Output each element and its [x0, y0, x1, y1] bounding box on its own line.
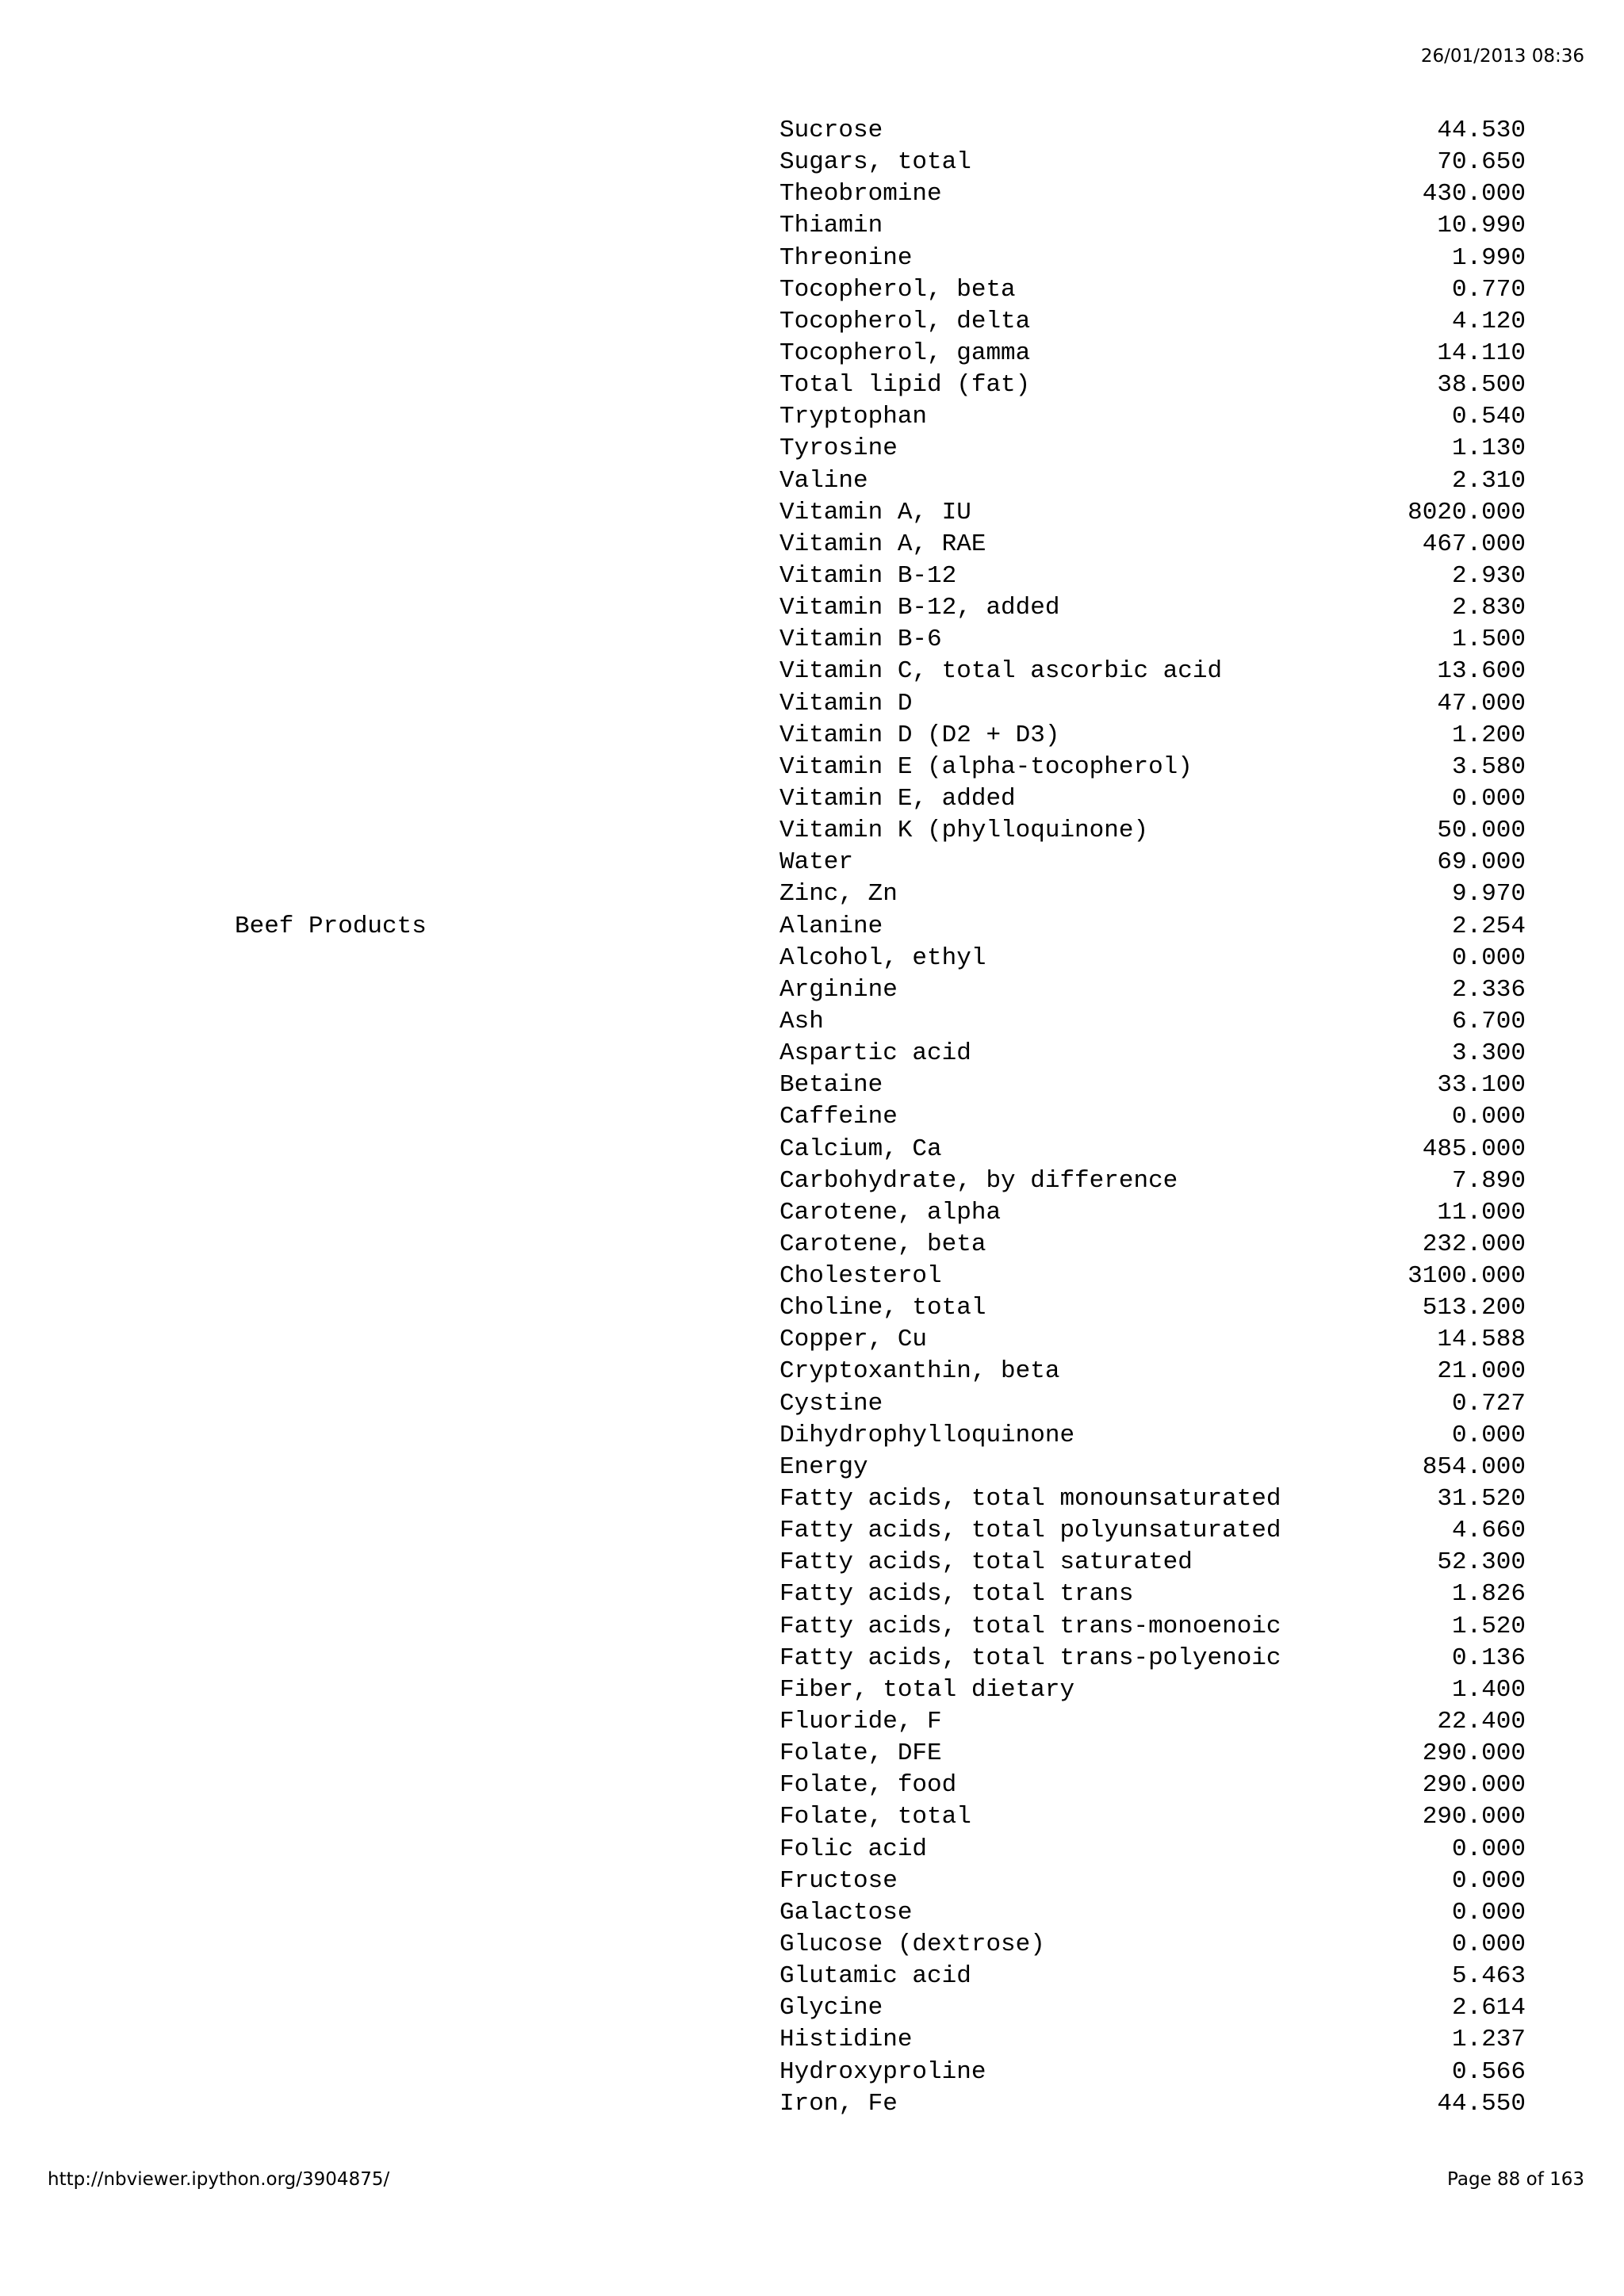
nutrient-cell: Galactose: [779, 1898, 913, 1927]
nutrient-table: [0, 115, 1624, 2120]
value-cell: 2.254: [1451, 912, 1526, 940]
value-cell: 8020.000: [1408, 498, 1526, 526]
nutrient-cell: Thiamin: [779, 212, 883, 240]
nutrient-cell: Tryptophan: [779, 403, 928, 431]
table-row: [0, 911, 1624, 943]
table-row: [0, 720, 1624, 752]
value-cell: 1.500: [1451, 626, 1526, 654]
nutrient-cell: Fluoride, F: [779, 1708, 942, 1736]
value-cell: 21.000: [1437, 1357, 1526, 1386]
value-cell: 2.930: [1451, 561, 1526, 590]
nutrient-cell: Calcium, Ca: [779, 1135, 942, 1163]
table-row: [0, 1643, 1624, 1674]
table-row: [0, 178, 1624, 210]
value-cell: 0.000: [1451, 1103, 1526, 1131]
value-cell: 1.130: [1451, 434, 1526, 463]
value-cell: 50.000: [1437, 817, 1526, 845]
table-row: [0, 688, 1624, 720]
nutrient-cell: Histidine: [779, 2026, 913, 2054]
value-cell: 2.614: [1451, 1994, 1526, 2022]
table-row: [0, 2024, 1624, 2056]
nutrient-cell: Sugars, total: [779, 148, 971, 177]
value-cell: 1.200: [1451, 721, 1526, 749]
table-row: [0, 943, 1624, 974]
nutrient-cell: Folic acid: [779, 1835, 928, 1863]
category-cell: Beef Products: [235, 912, 427, 940]
table-row: [0, 243, 1624, 274]
value-cell: 232.000: [1422, 1230, 1526, 1258]
value-cell: 467.000: [1422, 530, 1526, 558]
table-row: [0, 847, 1624, 878]
value-cell: 4.660: [1451, 1517, 1526, 1545]
value-cell: 6.700: [1451, 1007, 1526, 1035]
nutrient-cell: Cystine: [779, 1389, 883, 1418]
table-row: [0, 1706, 1624, 1738]
value-cell: 33.100: [1437, 1071, 1526, 1100]
table-row: [0, 624, 1624, 656]
table-row: [0, 1929, 1624, 1961]
nutrient-cell: Folate, total: [779, 1803, 971, 1831]
table-row: [0, 1292, 1624, 1324]
nutrient-cell: Vitamin B-12, added: [779, 594, 1060, 622]
table-row: [0, 115, 1624, 147]
nutrient-cell: Vitamin A, RAE: [779, 530, 986, 558]
nutrient-cell: Water: [779, 848, 854, 877]
nutrient-cell: Folate, food: [779, 1771, 957, 1800]
nutrient-cell: Caffeine: [779, 1103, 898, 1131]
table-row: [0, 465, 1624, 497]
value-cell: 0.566: [1451, 2057, 1526, 2086]
value-cell: 290.000: [1422, 1803, 1526, 1831]
footer-url: http://nbviewer.ipython.org/3904875/: [48, 2169, 390, 2190]
value-cell: 290.000: [1422, 1771, 1526, 1800]
table-row: [0, 1006, 1624, 1038]
nutrient-cell: Energy: [779, 1452, 868, 1481]
table-row: [0, 1770, 1624, 1801]
table-row: [0, 974, 1624, 1006]
nutrient-cell: Carotene, beta: [779, 1230, 986, 1258]
table-row: [0, 1420, 1624, 1452]
table-row: [0, 147, 1624, 178]
value-cell: 854.000: [1422, 1452, 1526, 1481]
table-row: [0, 1611, 1624, 1643]
nutrient-cell: Tyrosine: [779, 434, 898, 463]
nutrient-cell: Cholesterol: [779, 1262, 942, 1291]
table-row: [0, 497, 1624, 529]
value-cell: 31.520: [1437, 1485, 1526, 1513]
nutrient-cell: Sucrose: [779, 117, 883, 144]
nutrient-cell: Tocopherol, beta: [779, 275, 1016, 304]
nutrient-cell: Fatty acids, total monounsaturated: [779, 1485, 1281, 1513]
table-row: [0, 878, 1624, 910]
nutrient-cell: Hydroxyproline: [779, 2057, 986, 2086]
table-row: [0, 1356, 1624, 1387]
table-row: [0, 1229, 1624, 1261]
value-cell: 1.400: [1451, 1675, 1526, 1704]
table-row: [0, 2088, 1624, 2120]
table-row: [0, 1515, 1624, 1547]
table-row: [0, 1388, 1624, 1420]
value-cell: 4.120: [1451, 307, 1526, 335]
table-row: [0, 752, 1624, 783]
nutrient-cell: Vitamin C, total ascorbic acid: [779, 657, 1223, 686]
table-row: [0, 1578, 1624, 1610]
value-cell: 1.826: [1451, 1580, 1526, 1609]
nutrient-cell: Vitamin D: [779, 689, 913, 718]
value-cell: 69.000: [1437, 848, 1526, 877]
nutrient-cell: Theobromine: [779, 180, 942, 209]
value-cell: 10.990: [1437, 212, 1526, 240]
table-row: [0, 1483, 1624, 1515]
table-row: [0, 2057, 1624, 2088]
table-row: [0, 1134, 1624, 1165]
nutrient-cell: Valine: [779, 466, 868, 495]
nutrient-cell: Vitamin E (alpha-tocopherol): [779, 752, 1193, 781]
table-row: [0, 274, 1624, 306]
value-cell: 3100.000: [1408, 1262, 1526, 1291]
table-row: [0, 1897, 1624, 1929]
nutrient-cell: Alanine: [779, 912, 883, 940]
value-cell: 9.970: [1451, 880, 1526, 909]
table-row: [0, 1992, 1624, 2024]
value-cell: 1.237: [1451, 2026, 1526, 2054]
nutrient-cell: Betaine: [779, 1071, 883, 1100]
table-row: [0, 1070, 1624, 1101]
table-row: [0, 369, 1624, 401]
nutrient-cell: Tocopherol, gamma: [779, 339, 1031, 367]
nutrient-cell: Dihydrophylloquinone: [779, 1421, 1075, 1449]
nutrient-cell: Vitamin E, added: [779, 784, 1016, 813]
print-timestamp: 26/01/2013 08:36: [1420, 46, 1584, 67]
nutrient-cell: Fatty acids, total polyunsaturated: [779, 1517, 1281, 1545]
value-cell: 11.000: [1437, 1198, 1526, 1226]
value-cell: 22.400: [1437, 1708, 1526, 1736]
table-row: [0, 1101, 1624, 1133]
value-cell: 47.000: [1437, 689, 1526, 718]
nutrient-cell: Total lipid (fat): [779, 371, 1031, 400]
value-cell: 290.000: [1422, 1739, 1526, 1768]
nutrient-cell: Fatty acids, total trans-monoenoic: [779, 1612, 1281, 1640]
nutrient-cell: Arginine: [779, 975, 898, 1004]
nutrient-cell: Threonine: [779, 243, 913, 272]
table-row: [0, 783, 1624, 815]
value-cell: 0.000: [1451, 1421, 1526, 1449]
value-cell: 52.300: [1437, 1548, 1526, 1577]
table-row: [0, 1452, 1624, 1483]
nutrient-cell: Vitamin K (phylloquinone): [779, 817, 1149, 845]
nutrient-cell: Fiber, total dietary: [779, 1675, 1075, 1704]
footer-page-number: Page 88 of 163: [1447, 2169, 1584, 2190]
value-cell: 513.200: [1422, 1294, 1526, 1322]
value-cell: 38.500: [1437, 371, 1526, 400]
value-cell: 0.000: [1451, 784, 1526, 813]
value-cell: 0.000: [1451, 1931, 1526, 1959]
table-row: [0, 338, 1624, 369]
value-cell: 0.000: [1451, 1835, 1526, 1863]
table-row: [0, 433, 1624, 465]
table-row: [0, 529, 1624, 561]
value-cell: 2.830: [1451, 594, 1526, 622]
value-cell: 0.770: [1451, 275, 1526, 304]
value-cell: 7.890: [1451, 1166, 1526, 1195]
value-cell: 0.136: [1451, 1644, 1526, 1672]
value-cell: 14.588: [1437, 1326, 1526, 1354]
nutrient-cell: Choline, total: [779, 1294, 986, 1322]
value-cell: 44.550: [1437, 2089, 1526, 2118]
nutrient-cell: Tocopherol, delta: [779, 307, 1031, 335]
value-cell: 0.727: [1451, 1389, 1526, 1418]
table-row: [0, 1738, 1624, 1770]
value-cell: 485.000: [1422, 1135, 1526, 1163]
value-cell: 44.530: [1437, 117, 1526, 144]
value-cell: 13.600: [1437, 657, 1526, 686]
value-cell: 14.110: [1437, 339, 1526, 367]
nutrient-cell: Vitamin B-6: [779, 626, 942, 654]
table-row: [0, 656, 1624, 687]
value-cell: 2.336: [1451, 975, 1526, 1004]
table-row: [0, 1324, 1624, 1356]
table-row: [0, 815, 1624, 847]
value-cell: 70.650: [1437, 148, 1526, 177]
value-cell: 1.990: [1451, 243, 1526, 272]
nutrient-cell: Carotene, alpha: [779, 1198, 1002, 1226]
nutrient-cell: Vitamin D (D2 + D3): [779, 721, 1060, 749]
value-cell: 430.000: [1422, 180, 1526, 209]
nutrient-cell: Cryptoxanthin, beta: [779, 1357, 1060, 1386]
table-row: [0, 1674, 1624, 1706]
table-row: [0, 1866, 1624, 1897]
table-row: [0, 1801, 1624, 1833]
table-row: [0, 1165, 1624, 1197]
nutrient-cell: Alcohol, ethyl: [779, 943, 986, 972]
value-cell: 0.000: [1451, 943, 1526, 972]
table-row: [0, 306, 1624, 338]
value-cell: 3.580: [1451, 752, 1526, 781]
table-row: [0, 210, 1624, 242]
table-row: [0, 1261, 1624, 1292]
value-cell: 0.540: [1451, 403, 1526, 431]
nutrient-cell: Fatty acids, total saturated: [779, 1548, 1193, 1577]
nutrient-cell: Vitamin B-12: [779, 561, 957, 590]
nutrient-cell: Zinc, Zn: [779, 880, 898, 909]
value-cell: 0.000: [1451, 1866, 1526, 1895]
nutrient-cell: Fatty acids, total trans-polyenoic: [779, 1644, 1281, 1672]
table-row: [0, 592, 1624, 624]
nutrient-cell: Vitamin A, IU: [779, 498, 971, 526]
table-row: [0, 1547, 1624, 1578]
table-row: [0, 401, 1624, 433]
value-cell: 2.310: [1451, 466, 1526, 495]
value-cell: 5.463: [1451, 1962, 1526, 1991]
table-row: [0, 1038, 1624, 1070]
table-row: [0, 1961, 1624, 1992]
table-row: [0, 1197, 1624, 1229]
nutrient-cell: Aspartic acid: [779, 1039, 971, 1068]
nutrient-cell: Folate, DFE: [779, 1739, 942, 1768]
nutrient-cell: Glutamic acid: [779, 1962, 971, 1991]
table-row: [0, 561, 1624, 592]
nutrient-cell: Glucose (dextrose): [779, 1931, 1045, 1959]
nutrient-cell: Fructose: [779, 1866, 898, 1895]
value-cell: 1.520: [1451, 1612, 1526, 1640]
nutrient-cell: Ash: [779, 1007, 824, 1035]
table-row: [0, 1834, 1624, 1866]
value-cell: 0.000: [1451, 1898, 1526, 1927]
nutrient-cell: Fatty acids, total trans: [779, 1580, 1134, 1609]
value-cell: 3.300: [1451, 1039, 1526, 1068]
nutrient-cell: Iron, Fe: [779, 2089, 898, 2118]
nutrient-cell: Copper, Cu: [779, 1326, 928, 1354]
nutrient-cell: Glycine: [779, 1994, 883, 2022]
nutrient-cell: Carbohydrate, by difference: [779, 1166, 1178, 1195]
